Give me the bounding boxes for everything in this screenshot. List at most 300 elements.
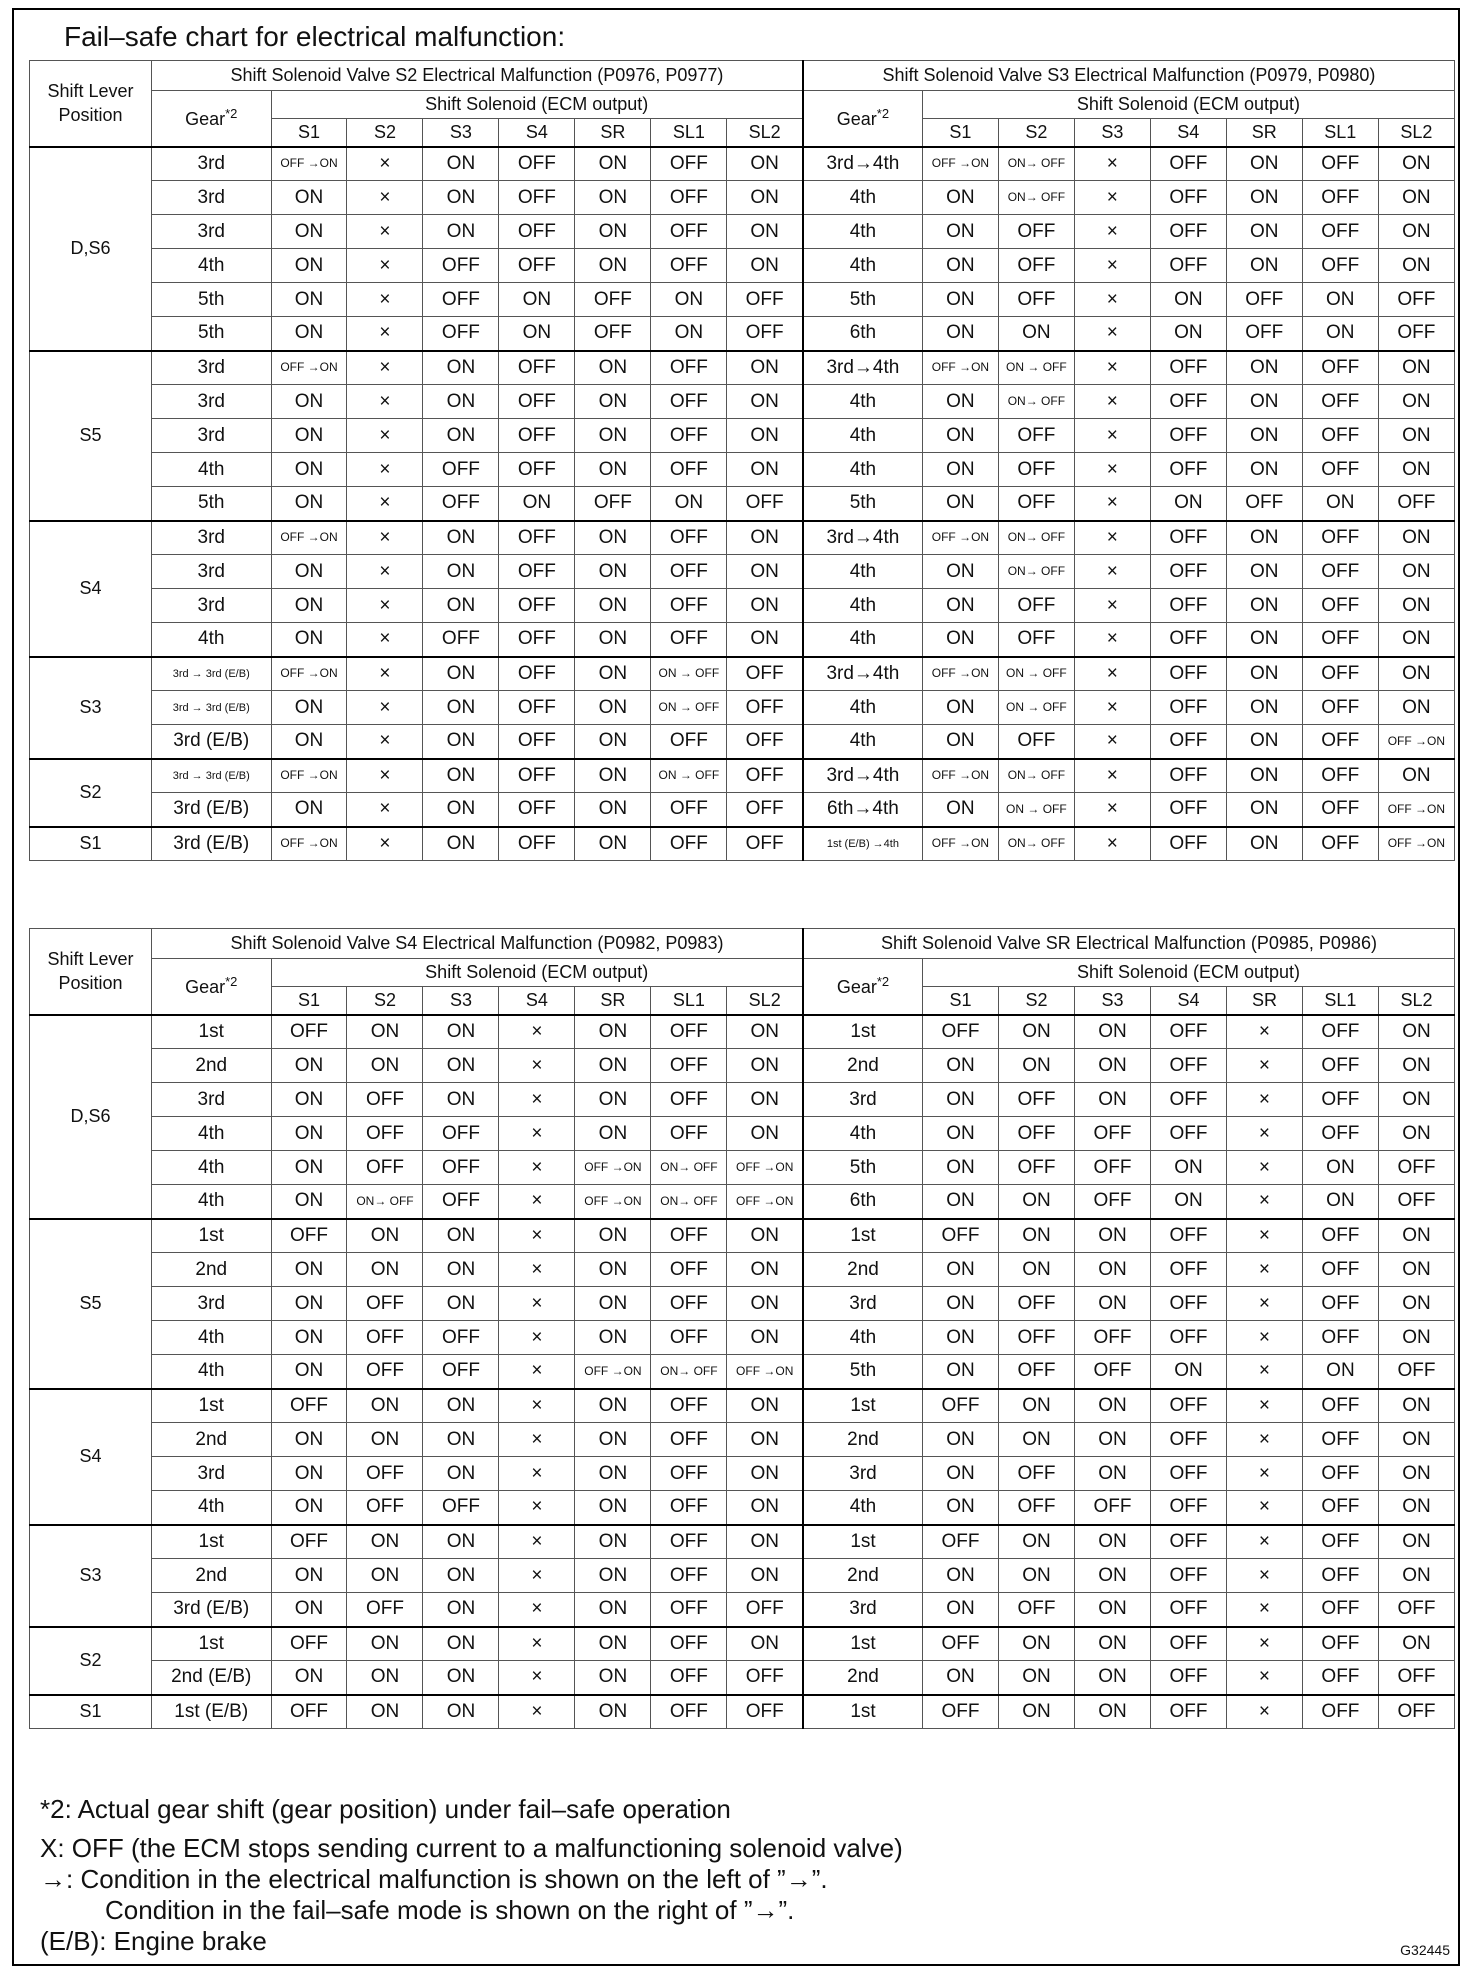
- solenoid-cell-s2: ×: [347, 351, 423, 385]
- table-row: [30, 623, 1455, 657]
- solenoid-cell-s1: ON: [922, 385, 998, 419]
- gear-cell: 5th: [803, 1355, 923, 1389]
- solenoid-cell-s3: ON: [423, 385, 499, 419]
- solenoid-cell-s1: ON: [923, 1661, 999, 1695]
- solenoid-cell-s2: ×: [347, 521, 423, 555]
- solenoid-cell-s1: ON: [923, 1559, 999, 1593]
- solenoid-cell-s1: ON: [271, 1287, 347, 1321]
- solenoid-cell-s1: ON: [271, 555, 347, 589]
- solenoid-cell-sl2: ON: [727, 181, 803, 215]
- footnotes: [40, 1794, 1440, 1957]
- solenoid-cell-s1: ON: [271, 1559, 347, 1593]
- gear-cell: 4th: [151, 1321, 271, 1355]
- solenoid-cell-sl2: ON: [1378, 181, 1454, 215]
- solenoid-cell-s2: OFF: [347, 1287, 423, 1321]
- table-row: [30, 1695, 1455, 1729]
- solenoid-cell-sr: ON: [575, 1117, 651, 1151]
- solenoid-cell-sr: ON: [1226, 215, 1302, 249]
- solenoid-cell-sl1: OFF: [1302, 1049, 1378, 1083]
- solenoid-output-header: Shift Solenoid (ECM output): [922, 91, 1454, 119]
- gear-header: [803, 91, 923, 147]
- solenoid-cell-sl1: OFF: [651, 589, 727, 623]
- solenoid-cell-sr: OFF: [1226, 317, 1302, 351]
- solenoid-cell-sr: ON: [575, 215, 651, 249]
- solenoid-cell-sr: ON: [575, 1287, 651, 1321]
- solenoid-cell-s4: OFF: [1150, 1083, 1226, 1117]
- gear-cell: 1st: [151, 1015, 271, 1049]
- solenoid-cell-sr: ×: [1226, 1287, 1302, 1321]
- gear-label: Gear: [185, 109, 226, 130]
- column-header-sl2: SL2: [727, 987, 803, 1015]
- solenoid-cell-s4: ON: [1150, 283, 1226, 317]
- solenoid-cell-s1: ON: [271, 1185, 347, 1219]
- gear-cell: 4th: [803, 249, 923, 283]
- solenoid-cell-sl1: OFF: [1302, 1559, 1378, 1593]
- solenoid-cell-s3: ON: [1074, 1287, 1150, 1321]
- solenoid-cell-s4: OFF: [1150, 657, 1226, 691]
- table-row: [30, 1049, 1455, 1083]
- column-header-s2: S2: [999, 987, 1075, 1015]
- solenoid-cell-sl1: ON → OFF: [651, 657, 727, 691]
- solenoid-cell-sl1: OFF: [1302, 827, 1378, 861]
- column-header-sl1: SL1: [1302, 119, 1378, 147]
- gear-cell: 1st: [803, 1695, 923, 1729]
- solenoid-cell-sl1: OFF: [651, 147, 727, 181]
- table-row: [30, 1661, 1455, 1695]
- solenoid-cell-s4: OFF: [1150, 351, 1226, 385]
- solenoid-cell-s4: OFF: [1150, 827, 1226, 861]
- solenoid-cell-s2: ON: [347, 1049, 423, 1083]
- solenoid-cell-s4: OFF: [1150, 1423, 1226, 1457]
- solenoid-cell-sl1: OFF: [651, 1253, 727, 1287]
- solenoid-cell-sl1: ON: [651, 283, 727, 317]
- solenoid-cell-s4: OFF: [499, 419, 575, 453]
- gear-cell: 3rd→4th: [803, 351, 923, 385]
- solenoid-cell-s4: ×: [499, 1083, 575, 1117]
- solenoid-cell-s3: OFF: [423, 487, 499, 521]
- solenoid-cell-s4: ×: [499, 1355, 575, 1389]
- solenoid-cell-sl2: ON: [727, 1559, 803, 1593]
- solenoid-cell-s1: ON: [922, 181, 998, 215]
- solenoid-cell-s2: OFF: [347, 1117, 423, 1151]
- solenoid-cell-sr: ON: [575, 1423, 651, 1457]
- shift-lever-position: S4: [30, 1389, 152, 1525]
- gear-cell: 3rd: [151, 147, 271, 181]
- solenoid-cell-s4: ×: [499, 1389, 575, 1423]
- solenoid-cell-sl2: OFF: [1378, 1185, 1454, 1219]
- solenoid-cell-s2: ×: [347, 419, 423, 453]
- table-row: [30, 181, 1455, 215]
- solenoid-cell-sl2: ON: [727, 623, 803, 657]
- solenoid-cell-s1: ON: [922, 793, 998, 827]
- solenoid-cell-s4: OFF: [499, 555, 575, 589]
- table-row: [30, 521, 1455, 555]
- solenoid-cell-s3: ON: [423, 589, 499, 623]
- solenoid-cell-sl2: OFF: [727, 793, 803, 827]
- solenoid-cell-s1: ON: [271, 1049, 347, 1083]
- solenoid-cell-s4: OFF: [1150, 249, 1226, 283]
- solenoid-cell-s3: ON: [423, 1559, 499, 1593]
- gear-cell: 4th: [151, 1151, 271, 1185]
- solenoid-cell-sr: ON: [575, 725, 651, 759]
- solenoid-cell-sr: ×: [1226, 1695, 1302, 1729]
- solenoid-cell-s3: ON: [1074, 1389, 1150, 1423]
- solenoid-cell-s1: ON: [271, 1593, 347, 1627]
- solenoid-cell-s3: ×: [1074, 385, 1150, 419]
- solenoid-cell-sl2: ON: [1378, 1491, 1454, 1525]
- solenoid-cell-sl1: OFF: [651, 1117, 727, 1151]
- table-row: [30, 1457, 1455, 1491]
- gear-cell: 3rd (E/B): [151, 793, 271, 827]
- solenoid-cell-s1: OFF →ON: [271, 147, 347, 181]
- solenoid-cell-s2: ON: [999, 1559, 1075, 1593]
- solenoid-cell-s3: ×: [1074, 793, 1150, 827]
- solenoid-cell-s4: OFF: [499, 385, 575, 419]
- gear-cell: 3rd: [151, 555, 271, 589]
- column-header-s4: S4: [499, 987, 575, 1015]
- solenoid-cell-s2: OFF: [347, 1491, 423, 1525]
- solenoid-cell-s3: ON: [423, 1253, 499, 1287]
- solenoid-cell-s2: ON: [347, 1661, 423, 1695]
- gear-cell: 2nd: [803, 1049, 923, 1083]
- solenoid-cell-s1: ON: [923, 1355, 999, 1389]
- solenoid-cell-s4: ON: [499, 283, 575, 317]
- solenoid-cell-s2: ×: [347, 317, 423, 351]
- solenoid-cell-s1: OFF: [923, 1015, 999, 1049]
- gear-cell: 4th: [803, 215, 923, 249]
- gear-header: [151, 959, 271, 1015]
- solenoid-cell-sr: ON: [575, 181, 651, 215]
- solenoid-cell-sr: ×: [1226, 1151, 1302, 1185]
- solenoid-cell-s4: OFF: [1150, 1219, 1226, 1253]
- note-arrow-right: Condition in the fail–safe mode is shown on the right of ”→”.: [105, 1895, 795, 1925]
- solenoid-cell-s3: ON: [423, 1083, 499, 1117]
- solenoid-cell-sl2: ON: [727, 453, 803, 487]
- solenoid-cell-s1: ON: [271, 249, 347, 283]
- solenoid-cell-sl2: ON: [1378, 623, 1454, 657]
- gear-cell: 3rd: [151, 1457, 271, 1491]
- solenoid-cell-sl1: OFF: [651, 555, 727, 589]
- solenoid-cell-sr: ×: [1226, 1525, 1302, 1559]
- solenoid-cell-sr: ON: [575, 1661, 651, 1695]
- solenoid-cell-sr: ON: [575, 827, 651, 861]
- solenoid-cell-s3: ×: [1074, 181, 1150, 215]
- solenoid-cell-s4: OFF: [1150, 1117, 1226, 1151]
- solenoid-cell-s3: ON: [423, 1525, 499, 1559]
- solenoid-cell-s2: ON: [999, 1389, 1075, 1423]
- solenoid-cell-s4: OFF: [1150, 1287, 1226, 1321]
- solenoid-cell-sl2: ON: [727, 1491, 803, 1525]
- solenoid-cell-s4: OFF: [1150, 589, 1226, 623]
- solenoid-cell-sr: OFF: [1226, 283, 1302, 317]
- solenoid-cell-sl2: OFF: [1378, 487, 1454, 521]
- solenoid-cell-s4: OFF: [499, 351, 575, 385]
- solenoid-cell-sl1: ON: [1302, 317, 1378, 351]
- solenoid-cell-sl2: OFF →ON: [727, 1355, 803, 1389]
- solenoid-cell-s2: ON→ OFF: [998, 827, 1074, 861]
- solenoid-cell-sl1: OFF: [1302, 555, 1378, 589]
- gear-cell: 3rd → 3rd (E/B): [151, 691, 271, 725]
- solenoid-cell-s2: ×: [347, 385, 423, 419]
- solenoid-cell-sr: ON: [1226, 521, 1302, 555]
- solenoid-cell-sl1: OFF: [651, 1491, 727, 1525]
- table-row: [30, 419, 1455, 453]
- solenoid-cell-s2: OFF: [999, 1083, 1075, 1117]
- solenoid-cell-s2: ON: [347, 1423, 423, 1457]
- solenoid-cell-sl2: ON: [1378, 1287, 1454, 1321]
- solenoid-cell-s4: ×: [499, 1219, 575, 1253]
- solenoid-cell-sr: ON: [1226, 147, 1302, 181]
- column-header-s2: S2: [998, 119, 1074, 147]
- solenoid-cell-sr: ×: [1226, 1593, 1302, 1627]
- solenoid-cell-s1: ON: [271, 453, 347, 487]
- solenoid-cell-sl2: ON: [1378, 351, 1454, 385]
- solenoid-cell-sr: ON: [575, 1627, 651, 1661]
- solenoid-cell-s4: OFF: [499, 453, 575, 487]
- gear-cell: 4th: [803, 623, 923, 657]
- solenoid-cell-s3: ×: [1074, 691, 1150, 725]
- solenoid-cell-sr: ×: [1226, 1423, 1302, 1457]
- gear-cell: 4th: [151, 1185, 271, 1219]
- solenoid-cell-s2: ×: [347, 453, 423, 487]
- gear-cell: 4th: [151, 1117, 271, 1151]
- solenoid-cell-s3: ON: [423, 1049, 499, 1083]
- solenoid-cell-sl1: OFF: [1302, 1525, 1378, 1559]
- gear-cell: 4th: [803, 589, 923, 623]
- solenoid-cell-sr: ON: [575, 691, 651, 725]
- solenoid-cell-s4: OFF: [499, 181, 575, 215]
- table-row: [30, 487, 1455, 521]
- solenoid-cell-sl2: ON: [727, 351, 803, 385]
- solenoid-cell-s3: OFF: [423, 249, 499, 283]
- solenoid-cell-sl1: OFF: [651, 249, 727, 283]
- solenoid-cell-s4: ON: [499, 317, 575, 351]
- gear-cell: 4th: [803, 691, 923, 725]
- gear-cell: 4th: [803, 385, 923, 419]
- solenoid-cell-s3: ON: [423, 1219, 499, 1253]
- solenoid-cell-sl2: ON: [1378, 1457, 1454, 1491]
- table-row: [30, 453, 1455, 487]
- table-row: [30, 1593, 1455, 1627]
- table-row: [30, 759, 1455, 793]
- solenoid-cell-sl2: ON: [727, 249, 803, 283]
- solenoid-cell-s4: ×: [499, 1661, 575, 1695]
- solenoid-cell-sr: OFF: [575, 317, 651, 351]
- column-header-sl2: SL2: [1378, 987, 1454, 1015]
- solenoid-cell-s4: OFF: [1150, 521, 1226, 555]
- solenoid-cell-s1: ON: [922, 589, 998, 623]
- solenoid-cell-s4: ×: [499, 1117, 575, 1151]
- solenoid-cell-s4: OFF: [499, 725, 575, 759]
- solenoid-cell-sl1: OFF: [651, 351, 727, 385]
- solenoid-cell-s1: ON: [271, 1423, 347, 1457]
- solenoid-cell-sr: ON: [575, 385, 651, 419]
- solenoid-cell-s3: ON: [1074, 1049, 1150, 1083]
- shift-lever-position: S3: [30, 657, 152, 759]
- solenoid-cell-s3: OFF: [1074, 1355, 1150, 1389]
- solenoid-cell-s4: ON: [1150, 1185, 1226, 1219]
- solenoid-cell-s1: OFF: [271, 1219, 347, 1253]
- solenoid-cell-sr: ON: [575, 351, 651, 385]
- solenoid-cell-s1: ON: [923, 1491, 999, 1525]
- solenoid-cell-s2: ×: [347, 725, 423, 759]
- solenoid-cell-sr: ON: [575, 147, 651, 181]
- solenoid-cell-s1: OFF: [271, 1389, 347, 1423]
- table-row: [30, 1287, 1455, 1321]
- solenoid-cell-s2: ×: [347, 249, 423, 283]
- solenoid-cell-s3: ON: [423, 1593, 499, 1627]
- solenoid-cell-s2: ×: [347, 555, 423, 589]
- solenoid-cell-s2: OFF: [999, 1151, 1075, 1185]
- solenoid-cell-s1: ON: [271, 725, 347, 759]
- column-header-s2: S2: [347, 987, 423, 1015]
- solenoid-cell-sl1: OFF: [651, 521, 727, 555]
- solenoid-cell-s4: OFF: [1150, 419, 1226, 453]
- solenoid-cell-sl1: OFF: [1302, 249, 1378, 283]
- solenoid-cell-sl2: ON: [1378, 419, 1454, 453]
- solenoid-cell-s3: ON: [423, 759, 499, 793]
- solenoid-cell-sr: ON: [575, 1389, 651, 1423]
- solenoid-cell-s3: ON: [423, 1457, 499, 1491]
- solenoid-cell-s3: ON: [423, 827, 499, 861]
- solenoid-cell-sr: ON: [1226, 351, 1302, 385]
- solenoid-cell-s4: OFF: [1150, 1491, 1226, 1525]
- solenoid-cell-sl1: OFF: [1302, 1457, 1378, 1491]
- solenoid-cell-sr: OFF: [575, 283, 651, 317]
- table-row: [30, 1525, 1455, 1559]
- solenoid-cell-s3: ON: [423, 215, 499, 249]
- solenoid-cell-s3: ON: [423, 147, 499, 181]
- solenoid-cell-s1: OFF: [923, 1695, 999, 1729]
- table-row: [30, 793, 1455, 827]
- solenoid-cell-sr: ON: [575, 793, 651, 827]
- gear-cell: 4th: [803, 1321, 923, 1355]
- solenoid-cell-sr: ON: [1226, 589, 1302, 623]
- column-header-s4: S4: [1150, 987, 1226, 1015]
- solenoid-cell-sl2: OFF: [727, 487, 803, 521]
- solenoid-cell-sl1: OFF: [1302, 1253, 1378, 1287]
- column-header-s4: S4: [1150, 119, 1226, 147]
- solenoid-cell-sl1: ON: [651, 487, 727, 521]
- solenoid-cell-sr: ×: [1226, 1491, 1302, 1525]
- solenoid-cell-s3: ×: [1074, 759, 1150, 793]
- solenoid-cell-s3: ×: [1074, 453, 1150, 487]
- gear-cell: 1st (E/B): [151, 1695, 271, 1729]
- solenoid-cell-sl1: OFF: [651, 1321, 727, 1355]
- solenoid-cell-sl2: ON: [1378, 453, 1454, 487]
- solenoid-cell-sl1: OFF: [1302, 419, 1378, 453]
- solenoid-cell-sl1: OFF: [651, 623, 727, 657]
- solenoid-cell-sl1: OFF: [1302, 351, 1378, 385]
- solenoid-cell-sr: ×: [1226, 1457, 1302, 1491]
- solenoid-cell-sr: ON: [575, 623, 651, 657]
- solenoid-cell-s1: ON: [922, 317, 998, 351]
- solenoid-cell-s1: OFF →ON: [922, 147, 998, 181]
- gear-cell: 4th: [803, 1491, 923, 1525]
- solenoid-cell-s2: ON: [999, 1661, 1075, 1695]
- solenoid-cell-s2: OFF: [998, 453, 1074, 487]
- solenoid-cell-sl2: ON: [727, 1423, 803, 1457]
- table-row: [30, 827, 1455, 861]
- shift-lever-position: D,S6: [30, 1015, 152, 1219]
- solenoid-cell-s2: OFF: [999, 1287, 1075, 1321]
- solenoid-cell-sl2: ON: [727, 147, 803, 181]
- solenoid-cell-sl1: ON→ OFF: [651, 1151, 727, 1185]
- solenoid-cell-sr: ON: [575, 1457, 651, 1491]
- solenoid-cell-s3: ×: [1074, 623, 1150, 657]
- solenoid-cell-s1: ON: [271, 1083, 347, 1117]
- solenoid-cell-s4: ×: [499, 1321, 575, 1355]
- solenoid-cell-s4: OFF: [499, 759, 575, 793]
- solenoid-cell-sr: ON: [1226, 453, 1302, 487]
- solenoid-cell-sr: ON: [575, 1083, 651, 1117]
- solenoid-cell-s3: ON: [423, 419, 499, 453]
- solenoid-cell-sl1: OFF: [651, 1559, 727, 1593]
- column-header-s3: S3: [1074, 987, 1150, 1015]
- solenoid-cell-s2: OFF: [998, 283, 1074, 317]
- document-page: [12, 8, 1460, 1966]
- solenoid-cell-sl2: ON: [1378, 1389, 1454, 1423]
- solenoid-cell-sl2: OFF: [1378, 1151, 1454, 1185]
- solenoid-cell-s3: ON: [1074, 1015, 1150, 1049]
- solenoid-cell-s2: ×: [347, 657, 423, 691]
- failsafe-table-2: [29, 928, 1455, 1729]
- shift-lever-position: D,S6: [30, 147, 152, 351]
- solenoid-cell-sr: ON: [575, 589, 651, 623]
- gear-note-marker: *2: [225, 974, 238, 990]
- solenoid-cell-sl1: OFF: [651, 1627, 727, 1661]
- solenoid-cell-sl1: ON: [1302, 1355, 1378, 1389]
- column-header-s1: S1: [271, 987, 347, 1015]
- solenoid-cell-sr: ON: [1226, 249, 1302, 283]
- section-title: Shift Solenoid Valve S4 Electrical Malfunction (P0982, P0983): [151, 929, 803, 959]
- solenoid-cell-sl2: ON: [1378, 1559, 1454, 1593]
- solenoid-cell-sr: ×: [1226, 1049, 1302, 1083]
- solenoid-cell-sr: ×: [1226, 1389, 1302, 1423]
- solenoid-cell-s1: ON: [922, 249, 998, 283]
- solenoid-cell-s1: OFF →ON: [922, 657, 998, 691]
- solenoid-cell-sl2: ON: [1378, 521, 1454, 555]
- solenoid-cell-sl1: OFF: [1302, 1083, 1378, 1117]
- solenoid-cell-s1: OFF →ON: [922, 759, 998, 793]
- solenoid-cell-sr: OFF: [1226, 487, 1302, 521]
- solenoid-cell-s2: ×: [347, 283, 423, 317]
- gear-cell: 3rd: [151, 1083, 271, 1117]
- solenoid-cell-sl1: OFF: [651, 181, 727, 215]
- column-header-s2: S2: [347, 119, 423, 147]
- solenoid-cell-sl2: ON: [727, 1287, 803, 1321]
- solenoid-cell-sr: ON: [575, 1593, 651, 1627]
- solenoid-cell-sl1: ON: [651, 317, 727, 351]
- solenoid-cell-s2: ON→ OFF: [998, 555, 1074, 589]
- solenoid-cell-s3: ON: [1074, 1525, 1150, 1559]
- gear-cell: 3rd→4th: [803, 521, 923, 555]
- solenoid-cell-s3: ON: [423, 657, 499, 691]
- solenoid-cell-s1: ON: [271, 419, 347, 453]
- solenoid-cell-sl1: ON: [1302, 1185, 1378, 1219]
- solenoid-cell-s1: ON: [923, 1457, 999, 1491]
- solenoid-cell-sr: ON: [575, 759, 651, 793]
- solenoid-cell-sl1: OFF: [1302, 1593, 1378, 1627]
- gear-cell: 2nd: [803, 1253, 923, 1287]
- column-header-sr: SR: [1226, 987, 1302, 1015]
- gear-cell: 5th: [151, 283, 271, 317]
- solenoid-cell-s2: ×: [347, 691, 423, 725]
- solenoid-cell-s4: OFF: [1150, 759, 1226, 793]
- solenoid-cell-sl1: OFF: [651, 1015, 727, 1049]
- solenoid-cell-sl2: ON: [1378, 1083, 1454, 1117]
- solenoid-cell-s2: ×: [347, 215, 423, 249]
